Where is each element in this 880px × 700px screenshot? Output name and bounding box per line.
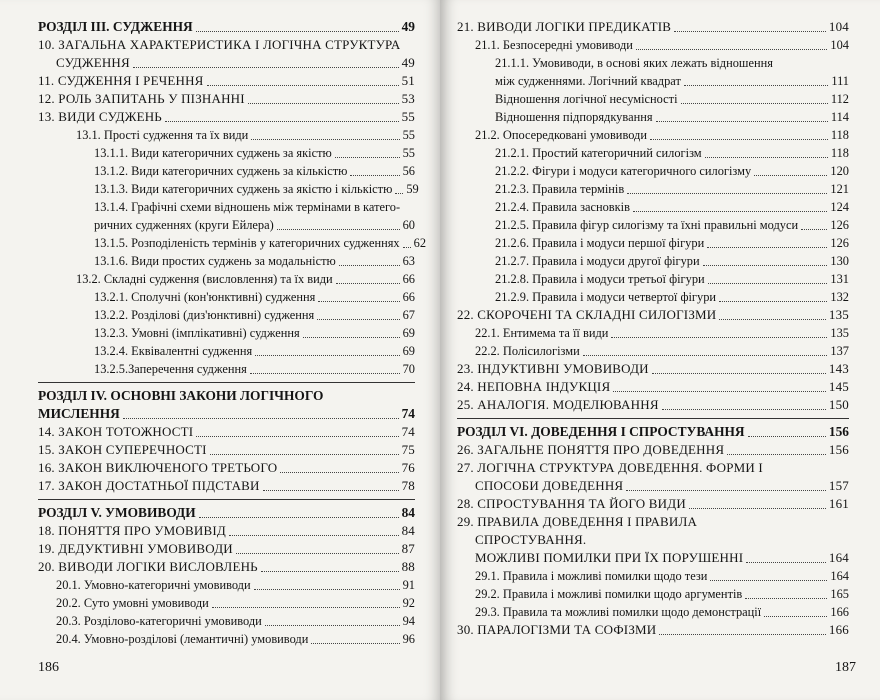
dot-leader xyxy=(656,121,828,122)
toc-entry-page: 150 xyxy=(828,397,849,412)
toc-entry-page: 60 xyxy=(402,218,415,232)
toc-subsection-entry xyxy=(457,324,849,342)
toc-subsection-entry xyxy=(457,342,849,360)
dot-leader xyxy=(336,283,400,284)
toc-entry-title: Відношення підпорядкування xyxy=(495,110,653,124)
toc-entry-title: МОЖЛИВІ ПОМИЛКИ ПРИ ЇХ ПОРУШЕННІ xyxy=(475,550,744,565)
toc-subsection-entry xyxy=(38,630,415,648)
toc-chapter-entry xyxy=(38,72,415,90)
toc-entry-page: 87 xyxy=(401,541,415,556)
toc-entry-title: 21. ВИВОДИ ЛОГІКИ ПРЕДИКАТІВ xyxy=(457,19,672,34)
toc-entry-page: 69 xyxy=(402,344,415,358)
toc-entry-page: 135 xyxy=(828,307,849,322)
toc-entry-page: 49 xyxy=(401,55,415,70)
toc-entry-page: 157 xyxy=(828,478,849,493)
toc-entry-page: 121 xyxy=(830,182,849,196)
toc-entry-title: 21.2.1. Простий категоричний силогізм xyxy=(495,146,702,160)
toc-entry-title: 19. ДЕДУКТИВНІ УМОВИВОДИ xyxy=(38,541,233,556)
toc-entry-page: 53 xyxy=(401,91,415,106)
dot-leader xyxy=(280,472,398,473)
toc-chapter-entry xyxy=(38,54,415,72)
toc-subsection-entry xyxy=(457,198,849,216)
toc-entry-page: 76 xyxy=(401,460,415,475)
toc-entry-title: 21.2.3. Правила термінів xyxy=(495,182,625,196)
dot-leader xyxy=(403,247,411,248)
toc-subsection-entry xyxy=(457,585,849,603)
toc-entry-page: 130 xyxy=(830,254,849,268)
dot-leader xyxy=(196,436,398,437)
toc-part-heading xyxy=(38,504,415,522)
toc-entry-title: 23. ІНДУКТИВНІ УМОВИВОДИ xyxy=(457,361,649,376)
toc-entry-page: 74 xyxy=(401,406,415,421)
toc-subsection-entry xyxy=(457,234,849,252)
dot-leader xyxy=(123,418,399,419)
toc-entry-title: 13. ВИДИ СУДЖЕНЬ xyxy=(38,109,162,124)
page-number-left: 186 xyxy=(38,660,59,675)
toc-entry-title: 21.1.1. Умовиводи, в основі яких лежать відношення xyxy=(495,56,773,70)
section-rule xyxy=(38,499,415,500)
toc-entry-page: 67 xyxy=(402,308,415,322)
toc-part-heading xyxy=(38,18,415,36)
dot-leader xyxy=(263,490,399,491)
dot-leader xyxy=(318,301,399,302)
toc-subsection-entry xyxy=(38,612,415,630)
dot-leader xyxy=(212,607,400,608)
toc-chapter-entry xyxy=(38,441,415,459)
dot-leader xyxy=(350,175,399,176)
dot-leader xyxy=(255,355,399,356)
dot-leader xyxy=(613,391,826,392)
toc-entry-title: 21.2.6. Правила і модуси першої фігури xyxy=(495,236,705,250)
toc-entry-title: 20. ВИВОДИ ЛОГІКИ ВИСЛОВЛЕНЬ xyxy=(38,559,258,574)
toc-entry-title: 21.2.2. Фігури і модуси категоричного силогізму xyxy=(495,164,752,178)
toc-chapter-entry xyxy=(457,495,849,513)
toc-entry-page: 120 xyxy=(830,164,849,178)
toc-entry-title: 13.2.1. Сполучні (кон'юнктивні) судження xyxy=(94,290,316,304)
toc-chapter-entry xyxy=(457,477,849,495)
toc-entry-page: 69 xyxy=(402,326,415,340)
dot-leader xyxy=(636,49,827,50)
toc-entry-title: 20.3. Розділово-категоричні умовиводи xyxy=(56,614,262,628)
toc-entry-title: 13.2.3. Умовні (імплікативні) судження xyxy=(94,326,300,340)
toc-chapter-entry xyxy=(38,423,415,441)
toc-entry-page: 62 xyxy=(413,236,427,250)
toc-entry-page: 164 xyxy=(830,569,849,583)
toc-entry-page: 104 xyxy=(830,38,849,52)
toc-entry-page: 70 xyxy=(402,362,415,376)
right-page xyxy=(440,0,880,700)
dot-leader xyxy=(303,337,400,338)
toc-subsection-entry xyxy=(38,306,415,324)
toc-entry-title: 14. ЗАКОН ТОТОЖНОСТІ xyxy=(38,424,194,439)
toc-entry-page: 104 xyxy=(828,19,849,34)
toc-subsection-entry xyxy=(457,252,849,270)
dot-leader xyxy=(674,31,826,32)
toc-entry-page: 59 xyxy=(406,182,419,196)
toc-entry-page: 78 xyxy=(401,478,415,493)
toc-entry-title: 10. ЗАГАЛЬНА ХАРАКТЕРИСТИКА І ЛОГІЧНА СТРУКТУРА xyxy=(38,37,401,52)
dot-leader xyxy=(650,139,828,140)
toc-entry-title: 21.2.8. Правила і модуси третьої фігури xyxy=(495,272,705,286)
dot-leader xyxy=(395,193,403,194)
toc-part-heading xyxy=(38,387,415,405)
toc-entry-page: 137 xyxy=(830,344,849,358)
toc-entry-page: 131 xyxy=(830,272,849,286)
toc-chapter-entry xyxy=(38,477,415,495)
toc-subsection-entry xyxy=(38,144,415,162)
toc-entry-page: 88 xyxy=(401,559,415,574)
dot-leader xyxy=(199,517,399,518)
toc-entry-page: 66 xyxy=(402,272,415,286)
dot-leader xyxy=(165,121,399,122)
toc-entry-title: 25. АНАЛОГІЯ. МОДЕЛЮВАННЯ xyxy=(457,397,659,412)
toc-entry-title: 30. ПАРАЛОГІЗМИ ТА СОФІЗМИ xyxy=(457,622,657,637)
dot-leader xyxy=(710,580,827,581)
toc-entry-title: 28. СПРОСТУВАННЯ ТА ЙОГО ВИДИ xyxy=(457,496,686,511)
dot-leader xyxy=(250,373,400,374)
toc-subsection-entry xyxy=(38,576,415,594)
toc-entry-page: 143 xyxy=(828,361,849,376)
section-rule xyxy=(38,382,415,383)
dot-leader xyxy=(261,571,399,572)
toc-subsection-entry xyxy=(457,180,849,198)
dot-leader xyxy=(689,508,826,509)
toc-entry-title: 27. ЛОГІЧНА СТРУКТУРА ДОВЕДЕННЯ. ФОРМИ І xyxy=(457,460,763,475)
toc-subsection-entry xyxy=(38,234,427,252)
toc-subsection-entry xyxy=(457,603,849,621)
toc-entry-page: 132 xyxy=(830,290,849,304)
toc-entry-title: 20.1. Умовно-категоричні умовиводи xyxy=(56,578,251,592)
toc-entry-title: 21.2. Опосередковані умовиводи xyxy=(475,128,647,142)
toc-subsection-entry xyxy=(457,90,849,108)
toc-entry-title: 13.1.6. Види простих суджень за модальністю xyxy=(94,254,336,268)
toc-entry-title: 13.1. Прості судження та їх види xyxy=(76,128,249,142)
dot-leader xyxy=(210,454,399,455)
toc-entry-page: 63 xyxy=(402,254,415,268)
dot-leader xyxy=(633,211,827,212)
toc-subsection-entry xyxy=(457,54,849,72)
toc-entry-title: 13.2.5.Заперечення судження xyxy=(94,362,247,376)
toc-subsection-entry xyxy=(38,126,415,144)
toc-entry-title: 13.1.3. Види категоричних суджень за якістю і кількістю xyxy=(94,182,393,196)
toc-entry-title: 29.3. Правила та можливі помилки щодо демонстрації xyxy=(475,605,762,619)
toc-entry-title: 15. ЗАКОН СУПЕРЕЧНОСТІ xyxy=(38,442,207,457)
toc-subsection-entry xyxy=(38,342,415,360)
toc-entry-page: 135 xyxy=(830,326,849,340)
dot-leader xyxy=(764,616,827,617)
toc-entry-page: 112 xyxy=(830,92,849,106)
toc-entry-title: РОЗДІЛ ІІІ. СУДЖЕННЯ xyxy=(38,19,193,34)
section-rule xyxy=(457,418,849,419)
toc-entry-title: 24. НЕПОВНА ІНДУКЦІЯ xyxy=(457,379,611,394)
toc-entry-title: 16. ЗАКОН ВИКЛЮЧЕНОГО ТРЕТЬОГО xyxy=(38,460,278,475)
toc-entry-page: 114 xyxy=(830,110,849,124)
toc-subsection-entry xyxy=(457,144,849,162)
dot-leader xyxy=(311,643,399,644)
dot-leader xyxy=(248,103,399,104)
toc-chapter-entry xyxy=(38,540,415,558)
toc-entry-title: 21.2.7. Правила і модуси другої фігури xyxy=(495,254,700,268)
toc-entry-title: СПОСОБИ ДОВЕДЕННЯ xyxy=(475,478,624,493)
toc-entry-title: 20.4. Умовно-розділові (лемантичні) умовиводи xyxy=(56,632,309,646)
toc-entry-title: 13.1.1. Види категоричних суджень за якістю xyxy=(94,146,332,160)
toc-entry-title: між судженнями. Логічний квадрат xyxy=(495,74,681,88)
toc-entry-title: СПРОСТУВАННЯ. xyxy=(475,532,587,547)
toc-entry-title: 22. СКОРОЧЕНІ ТА СКЛАДНІ СИЛОГІЗМИ xyxy=(457,307,717,322)
toc-subsection-entry xyxy=(457,162,849,180)
toc-entry-title: 13.1.5. Розподіленість термінів у категоричних судженнях xyxy=(94,236,400,250)
dot-leader xyxy=(251,139,399,140)
toc-entry-page: 126 xyxy=(830,236,849,250)
toc-entry-page: 92 xyxy=(402,596,415,610)
toc-chapter-entry xyxy=(38,522,415,540)
toc-chapter-entry xyxy=(457,306,849,324)
dot-leader xyxy=(277,229,400,230)
toc-entry-page: 96 xyxy=(402,632,415,646)
dot-leader xyxy=(659,634,825,635)
toc-entry-page: 91 xyxy=(402,578,415,592)
toc-subsection-entry xyxy=(38,594,415,612)
dot-leader xyxy=(254,589,400,590)
toc-entry-title: 21.2.4. Правила засновків xyxy=(495,200,630,214)
toc-entry-title: 22.1. Ентимема та її види xyxy=(475,326,609,340)
page-number-right: 187 xyxy=(835,660,856,675)
toc-entry-page: 124 xyxy=(830,200,849,214)
toc-entry-title: 13.1.4. Графічні схеми відношень між термінами в катего- xyxy=(94,200,401,214)
dot-leader xyxy=(703,265,828,266)
toc-chapter-entry xyxy=(457,18,849,36)
dot-leader xyxy=(236,553,399,554)
toc-entry-page: 55 xyxy=(401,109,415,124)
dot-leader xyxy=(745,598,827,599)
dot-leader xyxy=(754,175,827,176)
toc-entry-page: 56 xyxy=(402,164,415,178)
dot-leader xyxy=(583,355,828,356)
dot-leader xyxy=(707,247,827,248)
toc-entry-title: РОЗДІЛ V. УМОВИВОДИ xyxy=(38,505,196,520)
toc-subsection-entry xyxy=(38,288,415,306)
toc-entry-title: Відношення логічної несумісності xyxy=(495,92,678,106)
toc-subsection-entry xyxy=(38,198,415,216)
toc-entry-page: 118 xyxy=(830,146,849,160)
toc-subsection-entry xyxy=(38,252,415,270)
toc-entry-title: 21.2.9. Правила і модуси четвертої фігури xyxy=(495,290,717,304)
toc-subsection-entry xyxy=(457,36,849,54)
toc-chapter-entry xyxy=(457,441,849,459)
dot-leader xyxy=(719,319,825,320)
toc-chapter-entry xyxy=(457,360,849,378)
toc-chapter-entry xyxy=(457,621,849,639)
toc-chapter-entry xyxy=(457,459,849,477)
dot-leader xyxy=(746,562,826,563)
toc-subsection-entry xyxy=(457,270,849,288)
toc-entry-title: 13.1.2. Види категоричних суджень за кількістю xyxy=(94,164,348,178)
dot-leader xyxy=(652,373,826,374)
toc-entry-title: 29.2. Правила і можливі помилки щодо аргументів xyxy=(475,587,743,601)
toc-entry-title: МИСЛЕННЯ xyxy=(38,406,120,421)
toc-entry-page: 94 xyxy=(402,614,415,628)
toc-entry-page: 166 xyxy=(830,605,849,619)
toc-entry-title: 17. ЗАКОН ДОСТАТНЬОЇ ПІДСТАВИ xyxy=(38,478,260,493)
toc-subsection-entry xyxy=(38,270,415,288)
toc-entry-page: 74 xyxy=(401,424,415,439)
toc-entry-page: 145 xyxy=(828,379,849,394)
toc-entry-page: 51 xyxy=(401,73,415,88)
toc-entry-title: РОЗДІЛ VI. ДОВЕДЕННЯ І СПРОСТУВАННЯ xyxy=(457,424,745,439)
toc-subsection-entry xyxy=(457,72,849,90)
toc-entry-page: 156 xyxy=(828,424,849,439)
dot-leader xyxy=(133,67,399,68)
dot-leader xyxy=(662,409,826,410)
dot-leader xyxy=(705,157,828,158)
toc-subsection-entry xyxy=(457,567,849,585)
toc-entry-title: 18. ПОНЯТТЯ ПРО УМОВИВІД xyxy=(38,523,226,538)
toc-entry-page: 55 xyxy=(402,146,415,160)
toc-subsection-entry xyxy=(38,324,415,342)
dot-leader xyxy=(681,103,828,104)
toc-chapter-entry xyxy=(38,108,415,126)
dot-leader xyxy=(684,85,828,86)
toc-entry-title: 29.1. Правила і можливі помилки щодо тези xyxy=(475,569,708,583)
toc-part-heading xyxy=(38,405,415,423)
dot-leader xyxy=(627,193,827,194)
toc-entry-page: 84 xyxy=(401,523,415,538)
dot-leader xyxy=(626,490,826,491)
toc-entry-title: 29. ПРАВИЛА ДОВЕДЕННЯ І ПРАВИЛА xyxy=(457,514,698,529)
toc-entry-page: 66 xyxy=(402,290,415,304)
toc-chapter-entry xyxy=(457,549,849,567)
toc-entry-page: 156 xyxy=(828,442,849,457)
toc-chapter-entry xyxy=(457,513,849,531)
dot-leader xyxy=(708,283,828,284)
toc-entry-page: 111 xyxy=(831,74,849,88)
toc-entry-title: 21.1. Безпосередні умовиводи xyxy=(475,38,633,52)
toc-subsection-entry xyxy=(457,288,849,306)
toc-entry-title: 13.2. Складні судження (висловлення) та їх види xyxy=(76,272,333,286)
toc-chapter-entry xyxy=(38,558,415,576)
toc-part-heading xyxy=(457,423,849,441)
toc-chapter-entry xyxy=(38,36,415,54)
toc-entry-title: 13.2.4. Еквівалентні судження xyxy=(94,344,253,358)
toc-subsection-entry xyxy=(38,180,419,198)
dot-leader xyxy=(317,319,399,320)
toc-entry-title: 13.2.2. Розділові (диз'юнктивні) судження xyxy=(94,308,315,322)
dot-leader xyxy=(727,454,826,455)
dot-leader xyxy=(719,301,827,302)
toc-entry-page: 84 xyxy=(401,505,415,520)
toc-entry-title: СУДЖЕННЯ xyxy=(56,55,130,70)
dot-leader xyxy=(611,337,827,338)
toc-subsection-entry xyxy=(38,216,415,234)
toc-entry-title: 22.2. Полісилогізми xyxy=(475,344,580,358)
dot-leader xyxy=(207,85,399,86)
toc-entry-page: 165 xyxy=(830,587,849,601)
dot-leader xyxy=(265,625,400,626)
toc-entry-title: 26. ЗАГАЛЬНЕ ПОНЯТТЯ ПРО ДОВЕДЕННЯ xyxy=(457,442,725,457)
toc-entry-page: 164 xyxy=(828,550,849,565)
toc-entry-page: 55 xyxy=(402,128,415,142)
toc-chapter-entry xyxy=(457,531,849,549)
right-toc xyxy=(457,18,849,639)
toc-subsection-entry xyxy=(457,126,849,144)
toc-entry-page: 161 xyxy=(828,496,849,511)
toc-entry-title: 21.2.5. Правила фігур силогізму та їхні правильні модуси xyxy=(495,218,799,232)
dot-leader xyxy=(748,436,826,437)
toc-chapter-entry xyxy=(457,396,849,414)
toc-entry-title: ричних судженнях (круги Ейлера) xyxy=(94,218,274,232)
toc-subsection-entry xyxy=(457,108,849,126)
toc-subsection-entry xyxy=(457,216,849,234)
dot-leader xyxy=(335,157,400,158)
toc-chapter-entry xyxy=(457,378,849,396)
toc-entry-title: 11. СУДЖЕННЯ І РЕЧЕННЯ xyxy=(38,73,204,88)
dot-leader xyxy=(339,265,400,266)
toc-subsection-entry xyxy=(38,162,415,180)
toc-chapter-entry xyxy=(38,90,415,108)
toc-subsection-entry xyxy=(38,360,415,378)
toc-chapter-entry xyxy=(38,459,415,477)
toc-entry-title: 20.2. Суто умовні умовиводи xyxy=(56,596,209,610)
left-toc xyxy=(38,18,427,648)
toc-entry-page: 166 xyxy=(828,622,849,637)
toc-entry-page: 118 xyxy=(830,128,849,142)
dot-leader xyxy=(229,535,399,536)
toc-entry-title: РОЗДІЛ IV. ОСНОВНІ ЗАКОНИ ЛОГІЧНОГО xyxy=(38,388,324,403)
toc-entry-page: 75 xyxy=(401,442,415,457)
toc-entry-title: 12. РОЛЬ ЗАПИТАНЬ У ПІЗНАННІ xyxy=(38,91,245,106)
toc-entry-page: 126 xyxy=(830,218,849,232)
dot-leader xyxy=(196,31,399,32)
dot-leader xyxy=(801,229,827,230)
toc-entry-page: 49 xyxy=(401,19,415,34)
